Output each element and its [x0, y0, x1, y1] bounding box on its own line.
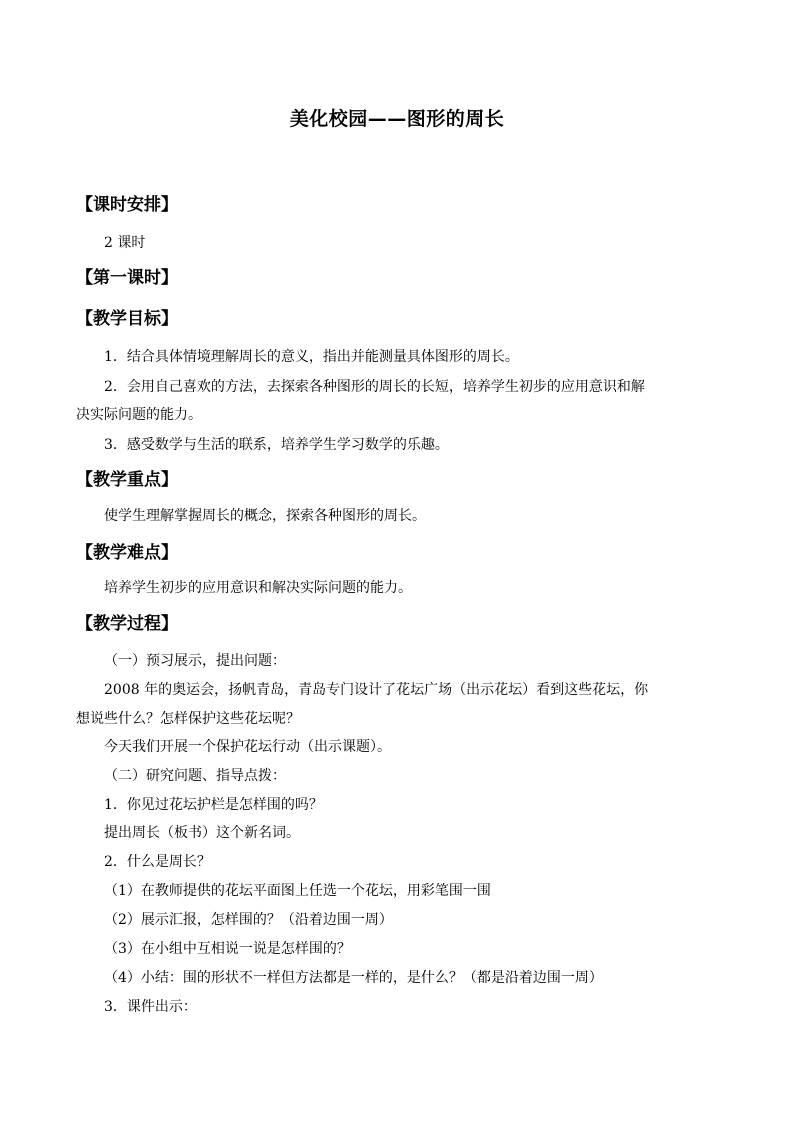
- process-line: 提出周长（板书）这个新名词。: [104, 825, 300, 841]
- process-line: （1）在教师提供的花坛平面图上任选一个花坛，用彩笔围一围: [104, 883, 491, 899]
- process-line: （二）研究问题、指导点拨：: [104, 768, 286, 784]
- difficulty-text: 培养学生初步的应用意识和解决实际问题的能力。: [104, 580, 412, 596]
- process-line: 想说些什么？怎样保护这些花坛呢？: [76, 711, 300, 727]
- process-heading: 【教学过程】: [76, 614, 178, 634]
- process-line: 今天我们开展一个保护花坛行动（出示课题）。: [104, 739, 391, 755]
- goal-line: 1．结合具体情境理解周长的意义，指出并能测量具体图形的周长。: [104, 349, 519, 365]
- document-title: 美化校园——图形的周长: [289, 108, 505, 130]
- schedule-text: 2 课时: [104, 235, 146, 251]
- process-line: 1．你见过花坛护栏是怎样围的吗？: [104, 797, 323, 813]
- process-line: 3．课件出示：: [104, 999, 197, 1015]
- first-lesson-heading: 【第一课时】: [76, 268, 178, 288]
- process-line: 2008 年的奥运会，扬帆青岛，青岛专门设计了花坛广场（出示花坛）看到这些花坛，你: [104, 682, 649, 698]
- goal-line: 3．感受数学与生活的联系，培养学生学习数学的乐趣。: [104, 437, 449, 453]
- process-line: （3）在小组中互相说一说是怎样围的？: [104, 941, 351, 957]
- process-line: （一）预习展示，提出问题：: [104, 653, 286, 669]
- process-line: （2）展示汇报，怎样围的？（沿着边围一周）: [104, 912, 393, 928]
- process-line: （4）小结：围的形状不一样但方法都是一样的，是什么？（都是沿着边围一周）: [104, 970, 603, 986]
- key-heading: 【教学重点】: [76, 470, 178, 490]
- difficulty-heading: 【教学难点】: [76, 543, 178, 563]
- goal-line: 决实际问题的能力。: [76, 407, 202, 423]
- key-text: 使学生理解掌握周长的概念，探索各种图形的周长。: [104, 508, 426, 524]
- goals-heading: 【教学目标】: [76, 309, 178, 329]
- schedule-heading: 【课时安排】: [76, 195, 178, 215]
- process-line: 2．什么是周长？: [104, 854, 211, 870]
- goal-line: 2．会用自己喜欢的方法，去探索各种图形的周长的长短，培养学生初步的应用意识和解: [104, 379, 645, 395]
